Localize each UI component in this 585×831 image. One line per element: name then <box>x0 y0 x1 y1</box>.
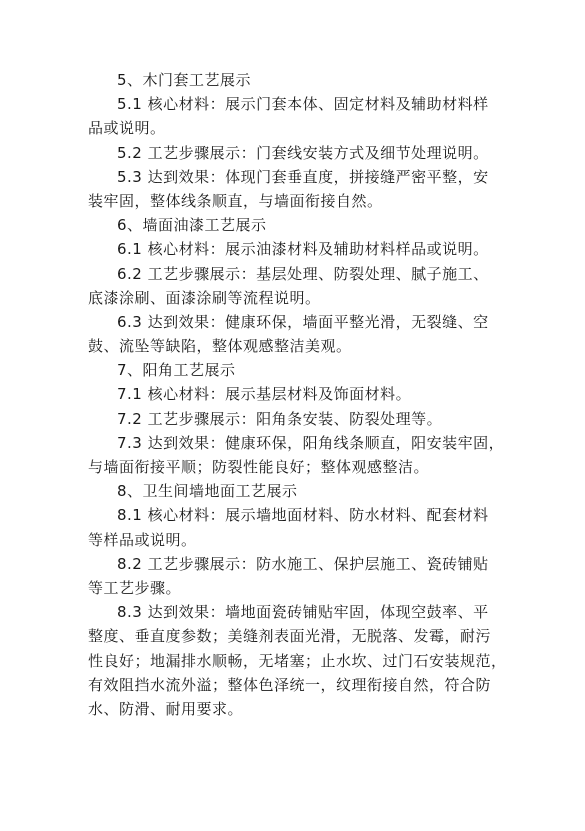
text-line: 7、阳角工艺展示 <box>117 361 236 380</box>
text-line: 有效阻挡水流外溢；整体色泽统一，纹理衔接自然，符合防 <box>88 675 492 694</box>
text-line: 鼓、流坠等缺陷，整体观感整洁美观。 <box>88 337 352 356</box>
text-line: 5.2 工艺步骤展示：门套线安装方式及细节处理说明。 <box>117 143 489 162</box>
document-body <box>88 68 507 721</box>
text-line: 5.3 达到效果：体现门套垂直度，拼接缝严密平整，安 <box>117 167 489 186</box>
text-line: 8、卫生间墙地面工艺展示 <box>117 482 298 501</box>
text-line: 7.2 工艺步骤展示：阳角条安装、防裂处理等。 <box>117 409 443 428</box>
text-line: 与墙面衔接平顺；防裂性能良好；整体观感整洁。 <box>88 458 430 476</box>
text-line: 水、防滑、耐用要求。 <box>88 699 244 718</box>
text-line: 6、墙面油漆工艺展示 <box>117 216 267 235</box>
text-line: 6.2 工艺步骤展示：基层处理、防裂处理、腻子施工、 <box>117 264 489 283</box>
text-line: 性良好；地漏排水顺畅，无堵塞；止水坎、过门石安装规范， <box>88 651 507 670</box>
text-line: 8.3 达到效果：墙地面瓷砖铺贴牢固，体现空鼓率、平 <box>117 603 489 622</box>
text-line: 5.1 核心材料：展示门套本体、固定材料及辅助材料样 <box>117 95 489 114</box>
text-line: 8.2 工艺步骤展示：防水施工、保护层施工、瓷砖铺贴 <box>117 554 489 573</box>
text-line: 整度、垂直度参数；美缝剂表面光滑，无脱落、发霉，耐污 <box>88 627 492 646</box>
text-line: 7.3 达到效果：健康环保，阳角线条顺直，阳安装牢固， <box>117 433 505 452</box>
text-line: 6.1 核心材料：展示油漆材料及辅助材料样品或说明。 <box>117 240 489 259</box>
text-line: 6.3 达到效果：健康环保，墙面平整光滑，无裂缝、空 <box>117 312 489 331</box>
text-line: 装牢固，整体线条顺直，与墙面衔接自然。 <box>88 191 383 210</box>
text-line: 底漆涂刷、面漆涂刷等流程说明。 <box>88 288 321 307</box>
text-line: 5、木门套工艺展示 <box>117 71 252 89</box>
text-line: 7.1 核心材料：展示基层材料及饰面材料。 <box>117 385 412 404</box>
text-line: 等工艺步骤。 <box>88 578 182 597</box>
text-line: 等样品或说明。 <box>88 530 197 549</box>
text-line: 8.1 核心材料：展示墙地面材料、防水材料、配套材料 <box>117 506 489 525</box>
text-line: 品或说明。 <box>88 119 166 138</box>
